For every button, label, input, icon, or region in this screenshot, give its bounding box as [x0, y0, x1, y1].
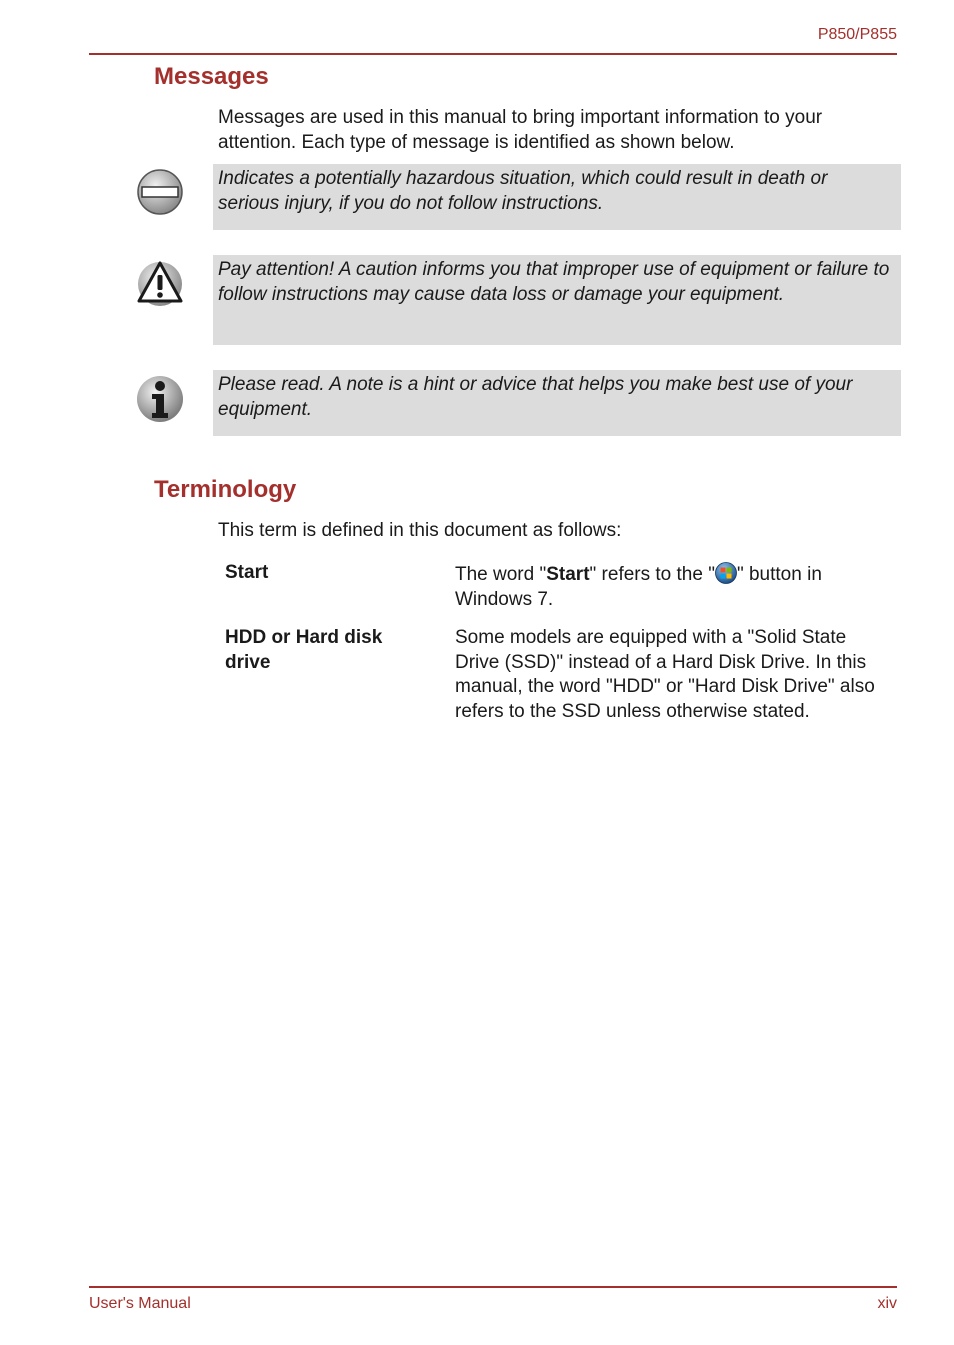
terminology-intro: This term is defined in this document as follows:	[218, 520, 622, 541]
definition-start-bold: Start	[546, 564, 590, 585]
caution-message	[213, 255, 901, 345]
document-model: P850/P855	[817, 26, 897, 43]
note-message-text: Please read. A note is a hint or advice that helps you make best use of your equipment.	[218, 374, 853, 420]
danger-message-text: Indicates a potentially hazardous situation, which could result in death or serious injury, if you do not follow instructions.	[218, 168, 828, 214]
header-rule	[89, 53, 897, 55]
info-icon	[136, 375, 184, 423]
danger-message	[213, 164, 901, 230]
term-start: Start	[225, 562, 269, 583]
definition-start-post: " button in Windows 7.	[455, 564, 822, 610]
definition-start	[455, 562, 895, 612]
caution-message-text: Pay attention! A caution informs you that improper use of equipment or failure to follow instructions may cause data loss or damage your equipment.	[218, 259, 890, 305]
warning-triangle-icon	[136, 259, 184, 307]
definition-start-pre: The word "	[455, 564, 547, 585]
definition-hdd: Some models are equipped with a "Solid State Drive (SSD)" instead of a Hard Disk Drive. In this manual, the word "HDD" or "Hard Disk Drive" also refers to the SSD unless otherwise stated.	[455, 627, 875, 722]
footer-rule	[89, 1286, 897, 1288]
definition-start-mid: " refers to the "	[589, 564, 715, 585]
no-entry-icon	[136, 168, 184, 216]
messages-intro: Messages are used in this manual to bring important information to your attention. Each type of message is identified as shown below.	[218, 107, 823, 153]
footer-page-number: xiv	[877, 1295, 897, 1312]
messages-heading: Messages	[154, 63, 269, 90]
windows-start-icon	[715, 562, 737, 584]
footer-manual-title: User's Manual	[89, 1295, 191, 1312]
term-hdd: HDD or Hard disk drive	[225, 627, 383, 673]
note-message	[213, 370, 901, 436]
terminology-heading: Terminology	[154, 476, 297, 503]
